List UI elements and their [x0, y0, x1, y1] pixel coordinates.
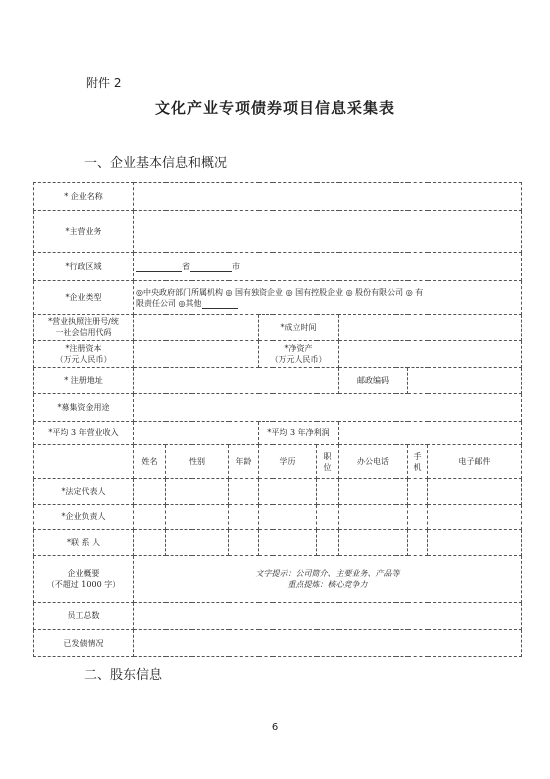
label-fund-use: *募集资金用途 [34, 393, 134, 421]
contact-row-legal-rep [34, 479, 522, 505]
col-header-name: 姓名 [134, 444, 166, 478]
form-row-capital [34, 340, 522, 368]
attachment-label: 附件 2 [86, 76, 122, 90]
field-reg-capital[interactable] [134, 340, 259, 368]
city-label: 市 [232, 262, 240, 272]
city-blank[interactable] [190, 262, 232, 272]
field-established[interactable] [339, 315, 522, 341]
contacts-header-row [34, 444, 522, 478]
field-staff-total[interactable] [134, 602, 522, 630]
form-row-overview [34, 555, 522, 602]
label-main-business: *主营业务 [34, 210, 134, 253]
field-net-assets[interactable] [339, 340, 522, 368]
field-bonds-issued[interactable] [134, 630, 522, 657]
label-avg-profit: *平均 3 年净利润 [259, 421, 339, 444]
form-row-fund-use [34, 393, 522, 421]
info-collection-form [33, 182, 522, 657]
field-fund-use[interactable] [134, 393, 522, 421]
field-main-business[interactable] [134, 210, 522, 253]
field-avg-profit[interactable] [339, 421, 522, 444]
form-row-bonds [34, 630, 522, 657]
field-overview[interactable] [134, 555, 522, 602]
overview-hint-2: 重点提炼：核心竞争力 [287, 579, 368, 589]
form-row-region [34, 253, 522, 281]
col-header-age: 年龄 [229, 444, 259, 478]
label-enterprise-type: *企业类型 [34, 280, 134, 314]
label-overview: 企业概要 （不超过 1000 字） [34, 555, 134, 602]
col-header-education: 学历 [259, 444, 317, 478]
contacts-header-blank [34, 444, 134, 478]
province-label: 省 [182, 262, 190, 272]
overview-hint-1: 文字提示：公司简介、主要业务、产品等 [255, 568, 400, 578]
section-heading-basic-info: 一、企业基本信息和概况 [84, 156, 228, 171]
page-title: 文化产业专项债券项目信息采集表 [154, 99, 395, 117]
label-region: *行政区域 [34, 253, 134, 281]
form-row-address [34, 368, 522, 394]
label-company-name: * 企业名称 [34, 183, 134, 211]
form-row-financials [34, 421, 522, 444]
label-net-assets: *净资产 （万元人民币） [259, 340, 339, 368]
label-contact: *联 系 人 [34, 530, 134, 556]
label-person-in-charge: *企业负责人 [34, 504, 134, 530]
contact-row-person-in-charge [34, 504, 522, 530]
label-bonds-issued: 已发债情况 [34, 630, 134, 657]
section-heading-shareholders: 二、股东信息 [84, 668, 163, 683]
form-row-staff [34, 602, 522, 630]
field-enterprise-type[interactable] [134, 280, 522, 314]
label-established: *成立时间 [259, 315, 339, 341]
form-row-main-business [34, 210, 522, 253]
label-reg-capital: *注册资本 （万元人民币） [34, 340, 134, 368]
label-reg-address: * 注册地址 [34, 368, 134, 394]
label-postcode: 邮政编码 [339, 368, 408, 394]
field-license-no[interactable] [134, 315, 259, 341]
col-header-gender: 性别 [166, 444, 229, 478]
form-row-enterprise-type [34, 280, 522, 314]
form-row-company-name [34, 183, 522, 211]
province-blank[interactable] [136, 262, 182, 272]
label-avg-revenue: *平均 3 年营业收入 [34, 421, 134, 444]
field-reg-address[interactable] [134, 368, 339, 394]
field-postcode[interactable] [408, 368, 522, 394]
contact-row-contact [34, 530, 522, 556]
col-header-email: 电子邮件 [428, 444, 522, 478]
field-avg-revenue[interactable] [134, 421, 259, 444]
field-company-name[interactable] [134, 183, 522, 211]
form-row-license [34, 315, 522, 341]
type-options-line-2[interactable]: 限责任公司 ◎其他 [136, 298, 519, 309]
label-staff-total: 员工总数 [34, 602, 134, 630]
col-header-mobile: 手 机 [408, 444, 428, 478]
col-header-office-phone: 办公电话 [339, 444, 408, 478]
label-license-no: *营业执照注册号/统 一社会信用代码 [34, 315, 134, 341]
type-options-line-1[interactable]: ◎中央政府部门所属机构 ◎ 国有独资企业 ◎ 国有控股企业 ◎ 股份有限公司 ◎ 有 [136, 287, 424, 297]
field-region[interactable] [134, 253, 522, 281]
col-header-position: 职 位 [317, 444, 339, 478]
label-legal-rep: *法定代表人 [34, 479, 134, 505]
page-number: 6 [271, 722, 279, 733]
